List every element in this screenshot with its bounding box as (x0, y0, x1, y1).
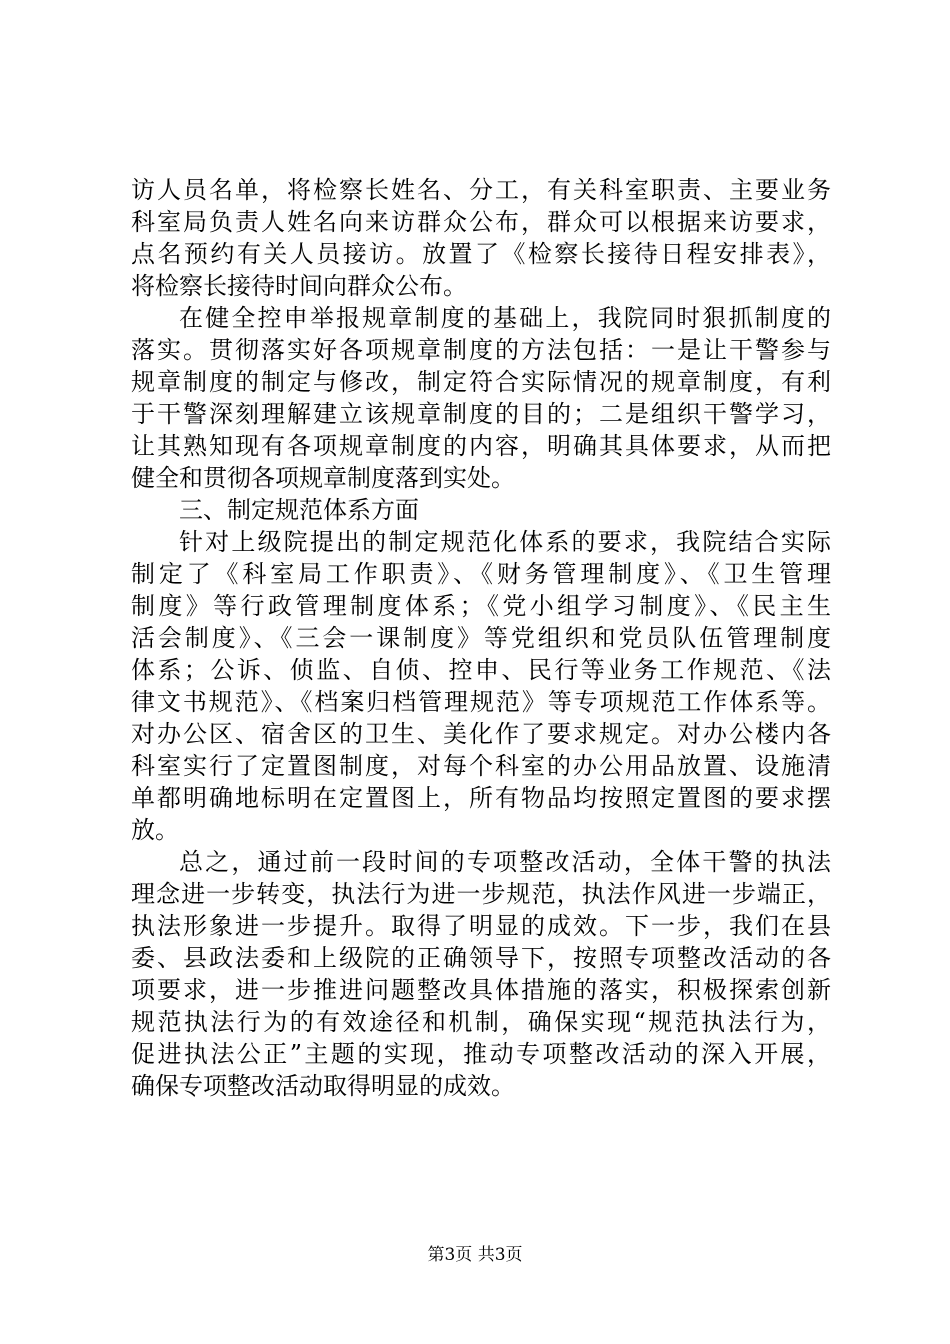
text-line: 科室局负责人姓名向来访群众公布，群众可以根据来访要求， (131, 208, 831, 236)
text-line: 确保专项整改活动取得明显的成效。 (131, 1072, 515, 1100)
text-line: 规章制度的制定与修改，制定符合实际情况的规章制度，有利 (131, 368, 831, 396)
page-footer: 第3页 共3页 (427, 1245, 523, 1265)
paragraph (131, 174, 831, 302)
text-line: 制定了《科室局工作职责》、《财务管理制度》、《卫生管理 (131, 560, 831, 588)
paragraph (131, 846, 831, 1102)
text-line: 科室实行了定置图制度，对每个科室的办公用品放置、设施清 (131, 752, 831, 780)
text-line: 针对上级院提出的制定规范化体系的要求，我院结合实际 (179, 528, 831, 556)
text-line: 健全和贯彻各项规章制度落到实处。 (131, 464, 515, 492)
text-line: 制度》等行政管理制度体系；《党小组学习制度》、《民主生 (131, 592, 831, 620)
text-line: 总之，通过前一段时间的专项整改活动，全体干警的执法 (179, 848, 831, 876)
text-line: 落实。贯彻落实好各项规章制度的方法包括：一是让干警参与 (131, 336, 831, 364)
text-line: 委、县政法委和上级院的正确领导下，按照专项整改活动的各 (131, 944, 831, 972)
text-line: 体系；公诉、侦监、自侦、控申、民行等业务工作规范、《法 (131, 656, 831, 684)
text-line: 访人员名单，将检察长姓名、分工，有关科室职责、主要业务 (131, 176, 831, 204)
text-line: 规范执法行为的有效途径和机制，确保实现“规范执法行为， (131, 1008, 831, 1036)
text-line: 将检察长接待时间向群众公布。 (131, 272, 467, 300)
text-line: 点名预约有关人员接访。放置了《检察长接待日程安排表》， (131, 240, 831, 268)
text-line: 对办公区、宿舍区的卫生、美化作了要求规定。对办公楼内各 (131, 720, 831, 748)
text-line: 理念进一步转变，执法行为进一步规范，执法作风进一步端正， (131, 880, 831, 908)
text-line: 于干警深刻理解建立该规章制度的目的；二是组织干警学习， (131, 400, 831, 428)
text-line: 单都明确地标明在定置图上，所有物品均按照定置图的要求摆 (131, 784, 831, 812)
text-line: 三、制定规范体系方面 (179, 496, 419, 524)
text-line: 活会制度》、《三会一课制度》等党组织和党员队伍管理制度 (131, 624, 831, 652)
text-line: 律文书规范》、《档案归档管理规范》等专项规范工作体系等。 (131, 688, 831, 716)
paragraph (131, 494, 831, 526)
document-body (131, 174, 831, 1102)
text-line: 在健全控申举报规章制度的基础上，我院同时狠抓制度的 (179, 304, 831, 332)
text-line: 促进执法公正”主题的实现，推动专项整改活动的深入开展， (131, 1040, 831, 1068)
text-line: 让其熟知现有各项规章制度的内容，明确其具体要求，从而把 (131, 432, 831, 460)
paragraph (131, 526, 831, 846)
text-line: 执法形象进一步提升。取得了明显的成效。下一步，我们在县 (131, 912, 831, 940)
text-line: 放。 (131, 816, 179, 844)
text-line: 项要求，进一步推进问题整改具体措施的落实，积极探索创新 (131, 976, 831, 1004)
paragraph (131, 302, 831, 494)
